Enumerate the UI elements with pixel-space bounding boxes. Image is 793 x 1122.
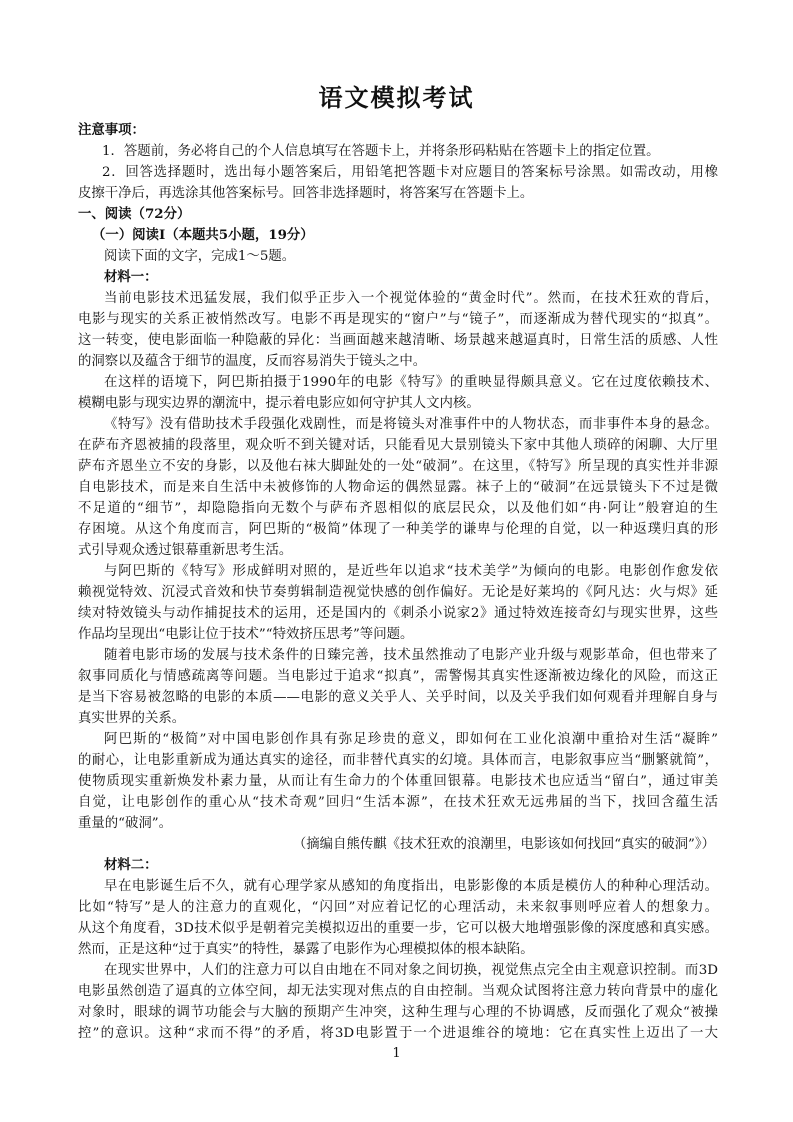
paragraph-line: 《特写》没有借助技术手段强化戏剧性，而是将镜头对准事件中的人物状态，而非事件本身的悬念。: [104, 417, 718, 432]
notice-line: 2．回答选择题时，选出每小题答案后，用铅笔把答题卡对应题目的答案标号涂黑。如需改动，用橡: [102, 165, 718, 180]
paragraph-line: 叙事同质化与情感疏离等问题。当电影过于追求“拟真”，需警惕其真实性逐渐被边缘化的风险，而这正: [78, 669, 718, 684]
paragraph-line: 这一转变，使电影面临一种隐蔽的异化：当画面越来越清晰、场景越来越逼真时，日常生活的质感、人性: [78, 333, 718, 348]
paragraph-line: 使物质现实重新焕发朴素力量，从而让有生命力的个体重回银幕。电影技术也应适当“留白”，通过审美: [78, 774, 718, 789]
paragraph-line: 式引导观众透过银幕重新思考生活。: [78, 543, 293, 558]
paragraph-line: 存困境。从这个角度而言，阿巴斯的“极简”体现了一种美学的谦卑与伦理的自觉，以一种返璞归真的形: [78, 522, 718, 537]
section-heading: 一、阅读（72分）: [78, 206, 191, 222]
paragraph-line: 续对特效镜头与动作捕捉技术的运用，还是国内的《刺杀小说家2》通过特效连接奇幻与现实世界，这些: [78, 606, 718, 621]
paragraph-line: 作品均呈现出“电影让位于技术”“特效挤压思考”等问题。: [78, 627, 414, 642]
paragraph-line: 萨布齐恩坐立不安的身影，以及他右袜大脚趾处的一处“破洞”。在这里，《特写》所呈现的真实性并非源: [78, 459, 718, 474]
paragraph-line: 真实世界的关系。: [78, 711, 186, 726]
source-citation: （摘编自熊传麒《技术狂欢的浪潮里，电影该如何找回“真实的破洞”》）: [292, 837, 715, 852]
paragraph-line: 控”的意识。这种“求而不得”的矛盾，将3D电影置于一个进退维谷的境地：它在真实性上迈出了一大: [78, 1026, 718, 1041]
paragraph-line: 电影虽然创造了逼真的立体空间，却无法实现对焦点的自由控制。当观众试图将注意力转向背景中的虚化: [78, 984, 718, 999]
subsection-heading: （一）阅读Ⅰ（本题共5小题，19分）: [92, 227, 314, 243]
notice-line: 皮擦干净后，再选涂其他答案标号。回答非选择题时，将答案写在答题卡上。: [78, 186, 534, 201]
paragraph-line: 赖视觉特效、沉浸式音效和快节奏剪辑制造视觉快感的创作偏好。无论是好莱坞的《阿凡达：火与烬》延: [78, 585, 718, 600]
paragraph-line: 在这样的语境下，阿巴斯拍摄于1990年的电影《特写》的重映显得颇具意义。它在过度依赖技术、: [104, 375, 718, 390]
paragraph-line: 重量的“破洞”。: [78, 816, 173, 831]
instruction-text: 阅读下面的文字，完成1～5题。: [104, 249, 296, 264]
paragraph-line: 阿巴斯的“极简”对中国电影创作具有弥足珍贵的意义，即如何在工业化浪潮中重拾对生活“凝眸”: [104, 732, 718, 747]
material-two-label: 材料二：: [104, 857, 158, 873]
notice-line: 1．答题前，务必将自己的个人信息填写在答题卡上，并将条形码粘贴在答题卡上的指定位置。: [102, 144, 660, 159]
paragraph-line: 从这个角度看，3D技术似乎是朝着完美模拟迈出的重要一步，它可以极大地增强影像的深度感和真实感。: [78, 921, 718, 936]
paragraph-line: 早在电影诞生后不久，就有心理学家从感知的角度指出，电影影像的本质是模仿人的种种心理活动。: [104, 879, 718, 894]
paragraph-line: 模糊电影与现实边界的潮流中，提示着电影应如何守护其人文内核。: [78, 396, 480, 411]
paragraph-line: 随着电影市场的发展与技术条件的日臻完善，技术虽然推动了电影产业升级与观影革命，但也带来了: [104, 648, 718, 663]
notice-heading: 注意事项：: [78, 122, 145, 138]
page-number: 1: [392, 1046, 401, 1061]
paragraph-line: 然而，正是这种“过于真实”的特性，暴露了电影作为心理模拟体的根本缺陷。: [78, 942, 534, 957]
paragraph-line: 当前电影技术迅猛发展，我们似乎正步入一个视觉体验的“黄金时代”。然而，在技术狂欢的背后，: [104, 291, 718, 306]
material-one-label: 材料一：: [104, 269, 158, 285]
paragraph-line: 自电影技术，而是来自生活中未被修饰的人物命运的偶然显露。袜子上的“破洞”在远景镜头下不过是微: [78, 480, 718, 495]
page-title: 语文模拟考试: [318, 83, 475, 112]
paragraph-line: 的洞察以及蕴含于细节的温度，反而容易消失于镜头之中。: [78, 354, 427, 369]
paragraph-line: 在现实世界中，人们的注意力可以自由地在不同对象之间切换，视觉焦点完全由主观意识控制。而3D: [104, 963, 718, 978]
paragraph-line: 不足道的“细节”，却隐隐指向无数个与萨布齐恩相似的底层民众，以及他们如“冉·阿让”般窘迫的生: [78, 501, 718, 516]
paragraph-line: 电影与现实的关系正被悄然改写。电影不再是现实的“窗户”与“镜子”，而逐渐成为替代现实的“拟真”。: [78, 312, 718, 327]
paragraph-line: 的耐心，让电影重新成为通达真实的途径，而非替代真实的幻境。具体而言，电影叙事应当“删繁就简”，: [78, 753, 718, 768]
paragraph-line: 是当下容易被忽略的电影的本质——电影的意义关乎人、关乎时间，以及关乎我们如何观看并理解自身与: [78, 690, 718, 705]
paragraph-line: 自觉，让电影创作的重心从“技术奇观”回归“生活本源”，在技术狂欢无远弗届的当下，找回含蕴生活: [78, 795, 718, 810]
paragraph-line: 比如“特写”是人的注意力的直观化，“闪回”对应着记忆的心理活动，未来叙事则呼应着人的想象力。: [78, 900, 718, 915]
paragraph-line: 在萨布齐恩被捕的段落里，观众听不到关键对话，只能看见大景别镜头下家中其他人琐碎的闲聊、大厅里: [78, 438, 718, 453]
paragraph-line: 与阿巴斯的《特写》形成鲜明对照的，是近些年以追求“技术美学”为倾向的电影。电影创作愈发依: [104, 564, 718, 579]
paragraph-line: 对象时，眼球的调节功能会与大脑的预期产生冲突，这种生理与心理的不协调感，反而强化了观众“被操: [78, 1005, 718, 1020]
